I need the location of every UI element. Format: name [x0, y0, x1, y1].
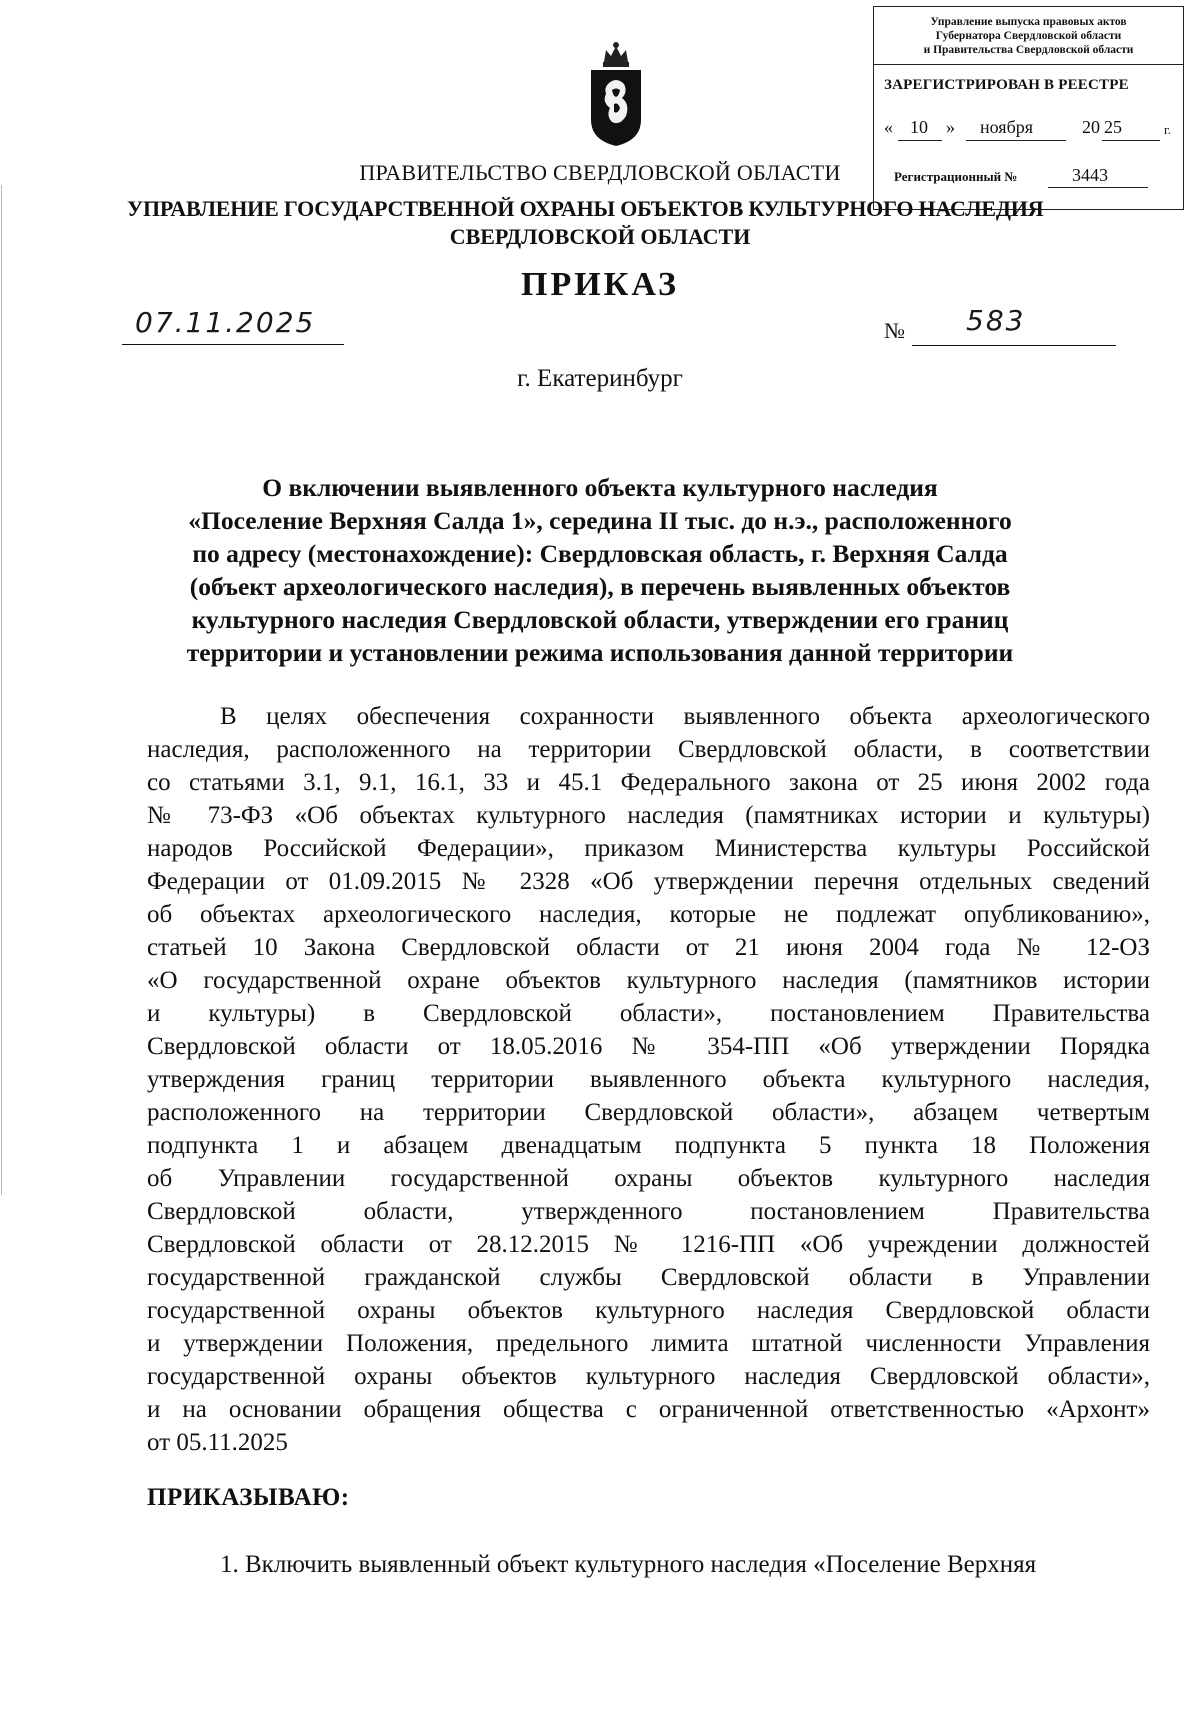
date-underline	[122, 344, 344, 345]
body-line: В целях обеспечения сохранности выявленного объекта археологического	[220, 703, 1150, 730]
body-line: подпункта 1 и абзацем двенадцатым подпункта 5 пункта 18 Положения	[147, 1132, 1150, 1159]
coat-of-arms-emblem	[586, 40, 646, 148]
body-line: от 05.11.2025	[147, 1429, 288, 1456]
body-line: расположенного на территории Свердловской области», абзацем четвертым	[147, 1099, 1150, 1126]
government-name: ПРАВИТЕЛЬСТВО СВЕРДЛОВСКОЙ ОБЛАСТИ	[359, 160, 841, 185]
body-line: со статьями 3.1, 9.1, 16.1, 33 и 45.1 Федерального закона от 25 июня 2002 года	[147, 769, 1150, 796]
stamp-reg-label: Регистрационный №	[894, 169, 1018, 184]
stamp-header-line: и Правительства Свердловской области	[923, 44, 1134, 56]
body-line: наследия, расположенного на территории Свердловской области, в соответствии	[147, 736, 1150, 763]
number-sign: №	[884, 318, 905, 343]
body-line: «О государственной охране объектов культурного наследия (памятников истории	[147, 967, 1150, 994]
title-line: по адресу (местонахождение): Свердловская область, г. Верхняя Салда	[192, 539, 1008, 568]
stamp-header-line: Губернатора Свердловской области	[935, 30, 1122, 42]
body-line: и на основании обращения общества с ограниченной ответственностью «Архонт»	[147, 1396, 1150, 1423]
order-word: ПРИКАЗЫВАЮ:	[147, 1484, 350, 1511]
title-line: культурного наследия Свердловской области, утверждении его границ	[191, 605, 1009, 634]
order-item-1: 1. Включить выявленный объект культурного наследия «Поселение Верхняя	[220, 1551, 1037, 1578]
department-name-line2: СВЕРДЛОВСКОЙ ОБЛАСТИ	[449, 224, 751, 249]
body-line: Свердловской области от 28.12.2015 № 1216-ПП «Об учреждении должностей	[147, 1231, 1150, 1258]
stamp-year-suffix: 25	[1104, 117, 1122, 137]
body-line: государственной охраны объектов культурного наследия Свердловской области»,	[147, 1363, 1150, 1390]
stamp-month: ноября	[980, 117, 1034, 137]
stamp-header	[874, 7, 1183, 65]
stamp-header-line: Управление выпуска правовых актов	[930, 16, 1127, 28]
scan-edge-line	[1, 185, 2, 1195]
title-line: «Поселение Верхняя Салда 1», середина II тыс. до н.э., расположенного	[188, 506, 1012, 535]
body-line: об Управлении государственной охраны объектов культурного наследия	[147, 1165, 1150, 1192]
stamp-year-prefix: 20	[1082, 117, 1100, 137]
body-line: статьей 10 Закона Свердловской области от 21 июня 2004 года № 12-ОЗ	[147, 934, 1150, 961]
body-line: об объектах археологического наследия, которые не подлежат опубликованию»,	[147, 901, 1150, 928]
title-line: О включении выявленного объекта культурного наследия	[262, 473, 938, 502]
body-line: государственной гражданской службы Свердловской области в Управлении	[147, 1264, 1150, 1291]
body-line: Федерации от 01.09.2015 № 2328 «Об утверждении перечня отдельных сведений	[147, 868, 1150, 895]
stamp-day: 10	[910, 117, 928, 137]
stamp-reg-number: 3443	[1072, 165, 1108, 185]
number-underline	[912, 345, 1116, 346]
body-line: Свердловской области от 18.05.2016 № 354-ПП «Об утверждении Порядка	[147, 1033, 1150, 1060]
stamp-registered-text: ЗАРЕГИСТРИРОВАН В РЕЕСТРЕ	[884, 77, 1129, 93]
body-line: и утверждении Положения, предельного лимита штатной численности Управления	[147, 1330, 1150, 1357]
handwritten-date: 07.11.2025	[135, 306, 316, 339]
handwritten-number: 583	[966, 304, 1026, 337]
body-line: № 73-ФЗ «Об объектах культурного наследия (памятниках истории и культуры)	[147, 802, 1150, 829]
title-line: территории и установлении режима использования данной территории	[186, 638, 1014, 667]
body-line: утверждения границ территории выявленного объекта культурного наследия,	[147, 1066, 1150, 1093]
body-line: государственной охраны объектов культурного наследия Свердловской области	[147, 1297, 1150, 1324]
department-name-line1: УПРАВЛЕНИЕ ГОСУДАРСТВЕННОЙ ОХРАНЫ ОБЪЕКТОВ КУЛЬТУРНОГО НАСЛЕДИЯ	[127, 196, 1044, 221]
stamp-year-unit: г.	[1164, 122, 1172, 137]
body-line: народов Российской Федерации», приказом Министерства культуры Российской	[147, 835, 1150, 862]
body-line: Свердловской области, утвержденного постановлением Правительства	[147, 1198, 1150, 1225]
stamp-quote-open: «	[884, 117, 893, 137]
city: г. Екатеринбург	[517, 365, 683, 392]
document-type: ПРИКАЗ	[521, 266, 679, 303]
stamp-quote-close: »	[946, 117, 955, 137]
body-line: и культуры) в Свердловской области», постановлением Правительства	[147, 1000, 1150, 1027]
title-line: (объект археологического наследия), в перечень выявленных объектов	[189, 572, 1011, 601]
